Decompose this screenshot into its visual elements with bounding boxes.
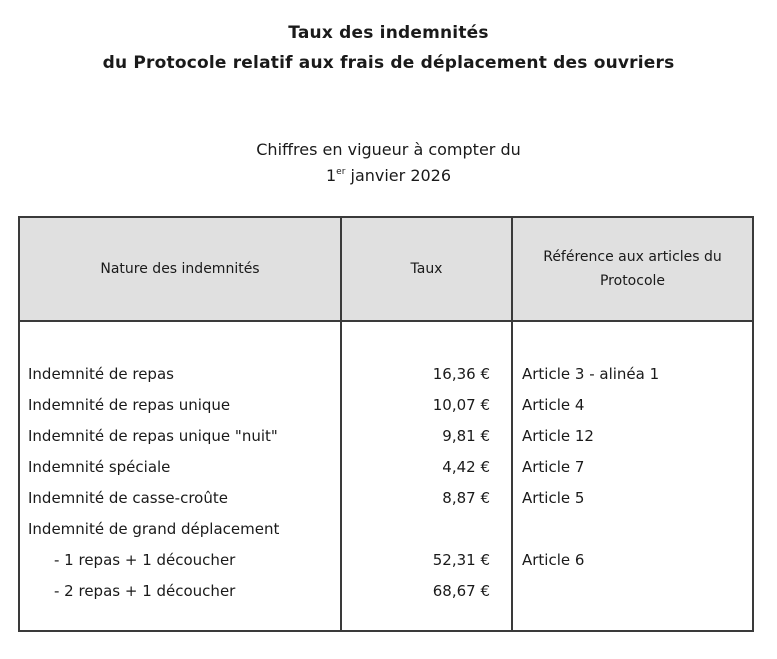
row-rate: 68,67 €	[432, 582, 490, 600]
row-rate: 52,31 €	[432, 551, 490, 569]
table-row	[20, 516, 752, 547]
effective-date	[0, 166, 777, 185]
row-reference: Article 7	[522, 458, 585, 476]
row-reference: Article 12	[522, 427, 594, 445]
header-reference-line2: Protocole	[599, 273, 666, 289]
table-row	[20, 423, 752, 454]
effective-date-rest: janvier 2026	[350, 166, 452, 185]
row-reference: Article 3 - alinéa 1	[522, 365, 660, 383]
row-rate: 8,87 €	[442, 489, 490, 507]
row-label: Indemnité spéciale	[28, 458, 171, 476]
table-row	[20, 392, 752, 423]
header-nature	[20, 218, 340, 320]
header-taux	[342, 218, 511, 320]
row-rate: 10,07 €	[432, 396, 490, 414]
table-row	[20, 361, 752, 392]
row-reference: Article 6	[522, 551, 585, 569]
effective-date-day: 1	[325, 166, 337, 185]
document-title: Taux des indemnités	[288, 23, 489, 43]
header-nature-label: Nature des indemnités	[100, 261, 260, 277]
row-reference: Article 4	[522, 396, 585, 414]
header-taux-label: Taux	[410, 261, 443, 277]
document-subtitle-title: du Protocole relatif aux frais de déplacement des ouvriers	[102, 53, 675, 73]
row-label: Indemnité de grand déplacement	[28, 520, 280, 538]
table-row	[20, 547, 752, 578]
rates-table	[18, 216, 754, 632]
row-label: Indemnité de repas unique	[28, 396, 231, 414]
effective-date-intro: Chiffres en vigueur à compter du	[256, 140, 521, 159]
row-label: Indemnité de repas	[28, 365, 174, 383]
header-reference	[513, 218, 752, 320]
row-label: - 1 repas + 1 découcher	[54, 551, 236, 569]
row-rate: 16,36 €	[432, 365, 490, 383]
row-label: - 2 repas + 1 découcher	[54, 582, 236, 600]
row-label: Indemnité de repas unique "nuit"	[28, 427, 278, 445]
effective-date-day-suffix: er	[336, 167, 346, 177]
row-rate: 4,42 €	[442, 458, 490, 476]
header-reference-line1: Référence aux articles du	[543, 249, 722, 265]
table-row	[20, 485, 752, 516]
row-rate: 9,81 €	[442, 427, 490, 445]
table-row	[20, 578, 752, 609]
table-row	[20, 454, 752, 485]
row-reference: Article 5	[522, 489, 585, 507]
row-label: Indemnité de casse-croûte	[28, 489, 228, 507]
